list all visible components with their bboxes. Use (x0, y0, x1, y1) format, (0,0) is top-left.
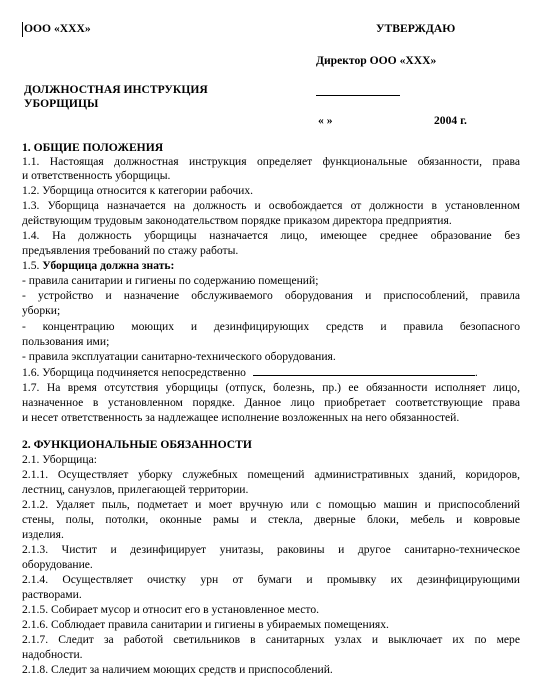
company-name: ООО «ХХХ» (24, 22, 91, 35)
duty-line: 2.1.8. Следит за наличием моющих средств и приспособлений. (22, 663, 333, 676)
knowledge-number: 1.5. (22, 259, 40, 272)
body-line: действующим трудовым законодательством порядке приказом директора предприятия. (22, 214, 452, 227)
duty-line: 2.1.7. Следит за работой светильников в санитарных узлах и выключает их по мере (22, 633, 520, 646)
duty-line: 2.1. Уборщица: (22, 453, 97, 466)
signature-line (316, 95, 400, 96)
duty-line: стены, полы, потолки, оконные рамы и стекла, дверные блоки, мебель и ковровые (22, 513, 520, 526)
knowledge-label: Уборщица должна знать: (42, 259, 175, 272)
fill-in-blank (253, 365, 475, 376)
list-item: - правила санитарии и гигиены по содержанию помещений; (22, 274, 319, 287)
knowledge-heading (22, 259, 174, 273)
list-item: уборки; (22, 304, 61, 317)
body-line: и ответственность уборщицы. (22, 169, 171, 182)
duty-line: 2.1.1. Осуществляет уборку служебных помещений административных зданий, коридоров, (22, 468, 520, 481)
body-line: 1.7. На время отсутствия уборщицы (отпуск, болезнь, пр.) ее обязанности исполняет лицо, (22, 381, 520, 394)
document-title-line1: ДОЛЖНОСТНАЯ ИНСТРУКЦИЯ (24, 83, 208, 96)
duty-line: лестниц, санузлов, прилегающей территории. (22, 483, 249, 496)
duty-line: 2.1.2. Удаляет пыль, подметает и моет вручную или с помощью машин и приспособлений (22, 498, 520, 511)
list-item: пользования ими; (22, 335, 110, 348)
duty-line: 2.1.4. Осуществляет очистку урн от бумаги и промывку их дезинфицирующими (22, 573, 520, 586)
subordination-period: . (474, 366, 478, 379)
body-line: и несет ответственность за надлежащее исполнение возложенных на него обязанностей. (22, 411, 460, 424)
subordination-text: 1.6. Уборщица подчиняется непосредственно (22, 366, 246, 379)
duty-line: 2.1.6. Соблюдает правила санитарии и гигиены в убираемых помещениях. (22, 618, 389, 631)
list-item: - правила эксплуатации санитарно-технического оборудования. (22, 350, 336, 363)
body-line: 1.3. Уборщица назначается на должность и освобождается от должности в установленном (22, 199, 520, 212)
date-quotes: « » (318, 114, 333, 127)
body-line: назначенное в установленном порядке. Данное лицо приобретает соответствующие права (22, 396, 520, 409)
body-line: 1.2. Уборщица относится к категории рабочих. (22, 184, 254, 197)
list-item: - концентрацию моющих и дезинфицирующих средств и правила безопасного (22, 320, 520, 333)
subordination-line (22, 365, 478, 379)
text-cursor (22, 22, 23, 37)
date-year: 2004 г. (434, 114, 467, 127)
duty-line: изделия. (22, 528, 64, 541)
section1-heading: 1. ОБЩИЕ ПОЛОЖЕНИЯ (22, 141, 164, 154)
body-line: 1.4. На должность уборщицы назначается лицо, имеющее среднее образование без (22, 229, 520, 242)
section2-heading: 2. ФУНКЦИОНАЛЬНЫЕ ОБЯЗАННОСТИ (22, 438, 252, 451)
duty-line: оборудование. (22, 558, 93, 571)
document-title-line2: УБОРЩИЦЫ (24, 97, 99, 110)
duty-line: 2.1.3. Чистит и дезинфицирует унитазы, раковины и другое санитарно-техническое (22, 543, 520, 556)
duty-line: растворами. (22, 588, 82, 601)
body-line: 1.1. Настоящая должностная инструкция определяет функциональные обязанности, права (22, 155, 520, 168)
body-line: предъявления требований по стажу работы. (22, 244, 239, 257)
director-label: Директор ООО «ХХХ» (316, 54, 437, 67)
duty-line: надобности. (22, 648, 83, 661)
list-item: - устройство и назначение обслуживаемого оборудования и приспособлений, правила (22, 289, 520, 302)
approval-label: УТВЕРЖДАЮ (376, 22, 456, 35)
duty-line: 2.1.5. Собирает мусор и относит его в установленное место. (22, 603, 320, 616)
